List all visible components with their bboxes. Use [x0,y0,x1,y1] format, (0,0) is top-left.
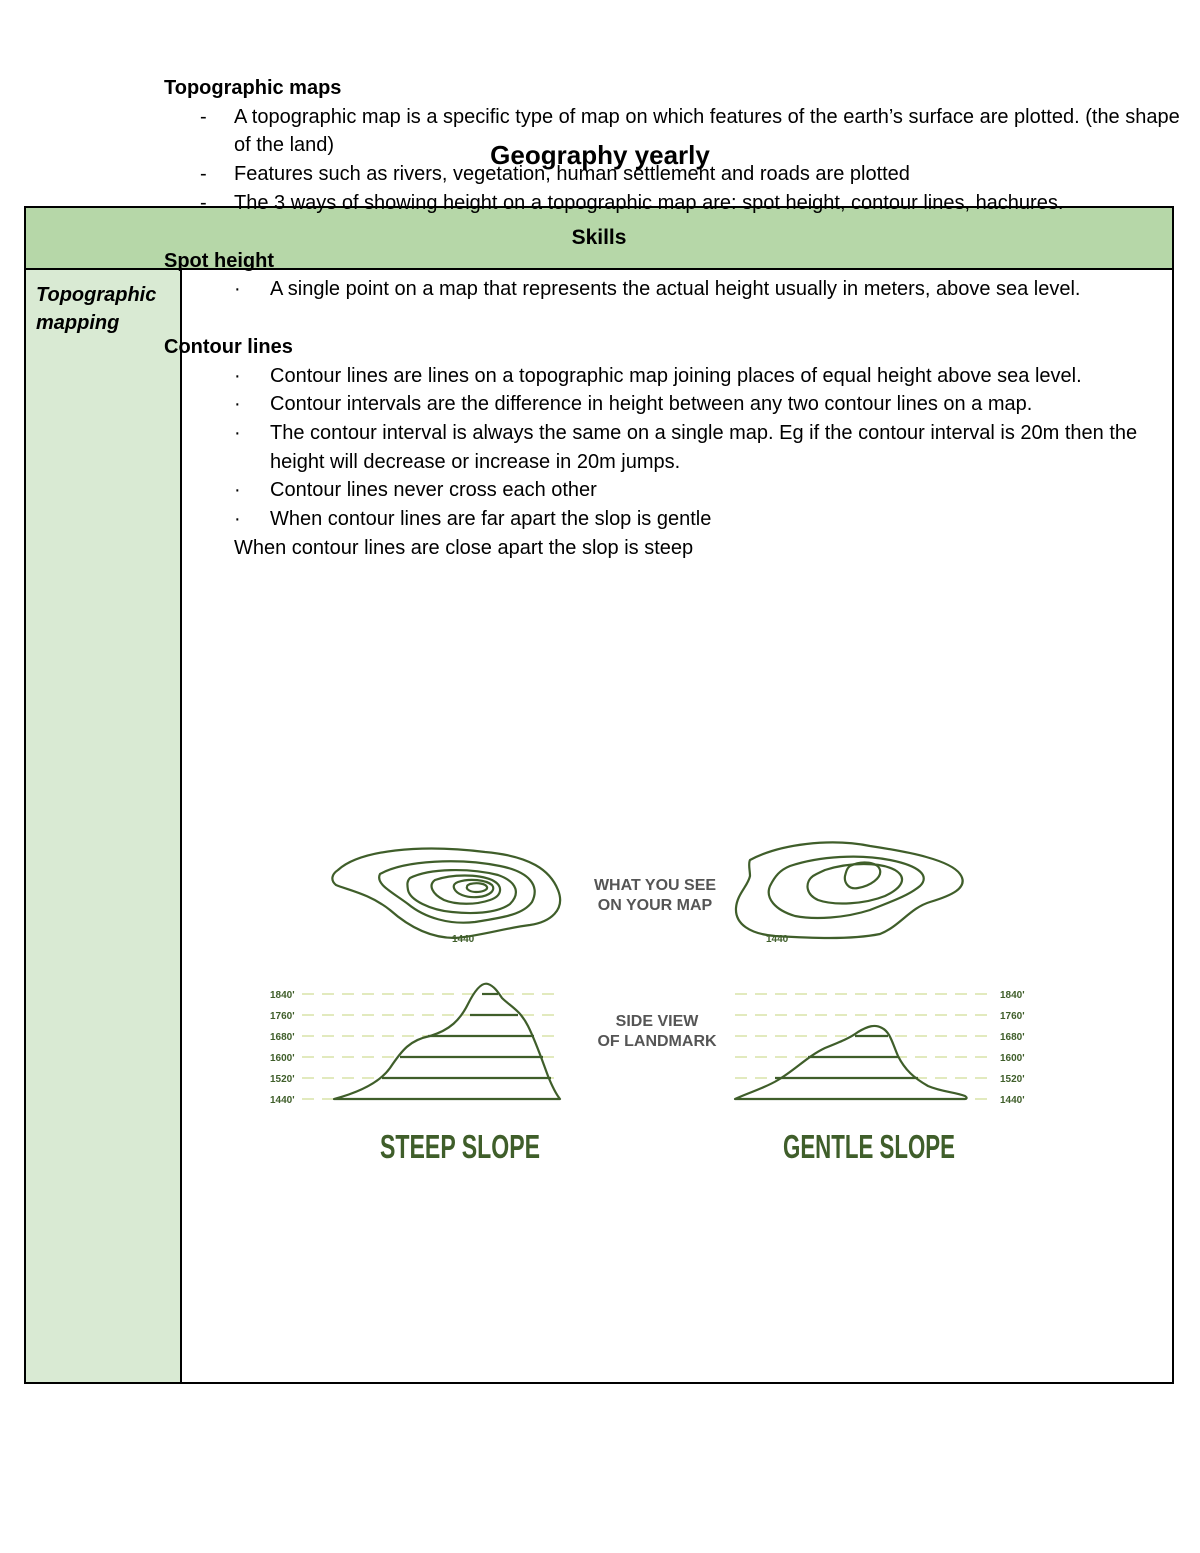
steep-contour-6 [467,883,487,892]
gentle-contour-3 [808,864,903,903]
height-label: 1760' [270,1011,295,1022]
list-item-text: Features such as rivers, vegetation, human settlement and roads are plotted [234,163,910,186]
bullet-marker: · [234,393,241,416]
side-caption-line2: OF LANDMARK [597,1033,717,1050]
height-label: 1680' [270,1032,295,1043]
side-caption-line1: SIDE VIEW [615,1013,699,1030]
section-heading-contour-lines: Contour lines [164,335,293,358]
list-item-text: Contour lines are lines on a topographic map joining places of equal height above sea level. [270,364,1082,387]
dash-marker: - [200,105,207,128]
list-item-text: A topographic map is a specific type of map on which features of the earth’s surface are plotted. (the shape of the land) [234,105,1180,157]
height-label: 1440' [1000,1095,1025,1106]
gentle-profile [735,1026,967,1099]
spot-height-list [164,275,1190,304]
height-label: 1520' [1000,1074,1025,1085]
list-item-text: Contour intervals are the difference in height between any two contour lines on a map. [270,393,1033,416]
list-item-text: The contour interval is always the same on a single map. Eg if the contour interval is 20m then the height will decrease or increase in 20m jumps. [270,422,1138,473]
bullet-marker: · [234,364,241,387]
height-label: 1840' [270,990,295,1001]
list-item-text: The 3 ways of showing height on a topographic map are: spot height, contour lines, hachures. [234,191,1064,214]
row-label-cell [26,270,182,1382]
contour-lines-list [164,362,1190,534]
list-item [164,275,1190,304]
height-label: 1680' [1000,1032,1025,1043]
list-item [164,476,1190,505]
bullet-marker: · [234,479,241,502]
height-label: 1600' [1000,1053,1025,1064]
height-label: 1520' [270,1074,295,1085]
document-title: Geography yearly [490,140,710,170]
steep-slope-title: STEEP SLOPE [380,1128,540,1165]
slope-diagram-svg [230,830,1040,1170]
gentle-contour-4 [845,863,880,889]
gentle-slope-title: GENTLE SLOPE [783,1128,955,1165]
contour-lines-trailing-text: When contour lines are close apart the slop is steep [234,536,694,559]
list-item [164,419,1190,476]
list-item [164,390,1190,419]
map-caption-line1: WHAT YOU SEE [593,877,717,894]
map-label-steep: 1440 [452,934,475,945]
bullet-marker: · [234,422,241,445]
steep-profile [334,984,560,1099]
list-item-text: When contour lines are far apart the slop is gentle [270,508,712,531]
height-label: 1760' [1000,1011,1025,1022]
dash-marker: - [200,191,207,214]
list-item [164,362,1190,391]
bullet-marker: · [234,508,241,531]
content-cell [164,74,1190,563]
dash-marker: - [200,163,207,186]
height-label: 1600' [270,1053,295,1064]
list-item [164,505,1190,534]
section-heading-topographic-maps: Topographic maps [164,77,342,99]
table-header-label: Skills [571,226,627,249]
slope-diagram [230,830,1040,1170]
map-label-gentle: 1440 [766,934,789,945]
list-item [164,160,1190,189]
list-item [164,189,1190,218]
height-label: 1440' [270,1095,295,1106]
list-item [164,103,1190,160]
map-caption-line2: ON YOUR MAP [597,897,713,914]
bullet-marker: · [234,278,241,301]
section-heading-spot-height: Spot height [164,249,274,272]
list-item-text: Contour lines never cross each other [270,479,597,502]
height-label: 1840' [1000,990,1025,1001]
list-item-text: A single point on a map that represents the actual height usually in meters, above sea level. [270,278,1081,301]
row-label: Topographic mapping [36,284,157,334]
topographic-maps-list [164,103,1190,218]
